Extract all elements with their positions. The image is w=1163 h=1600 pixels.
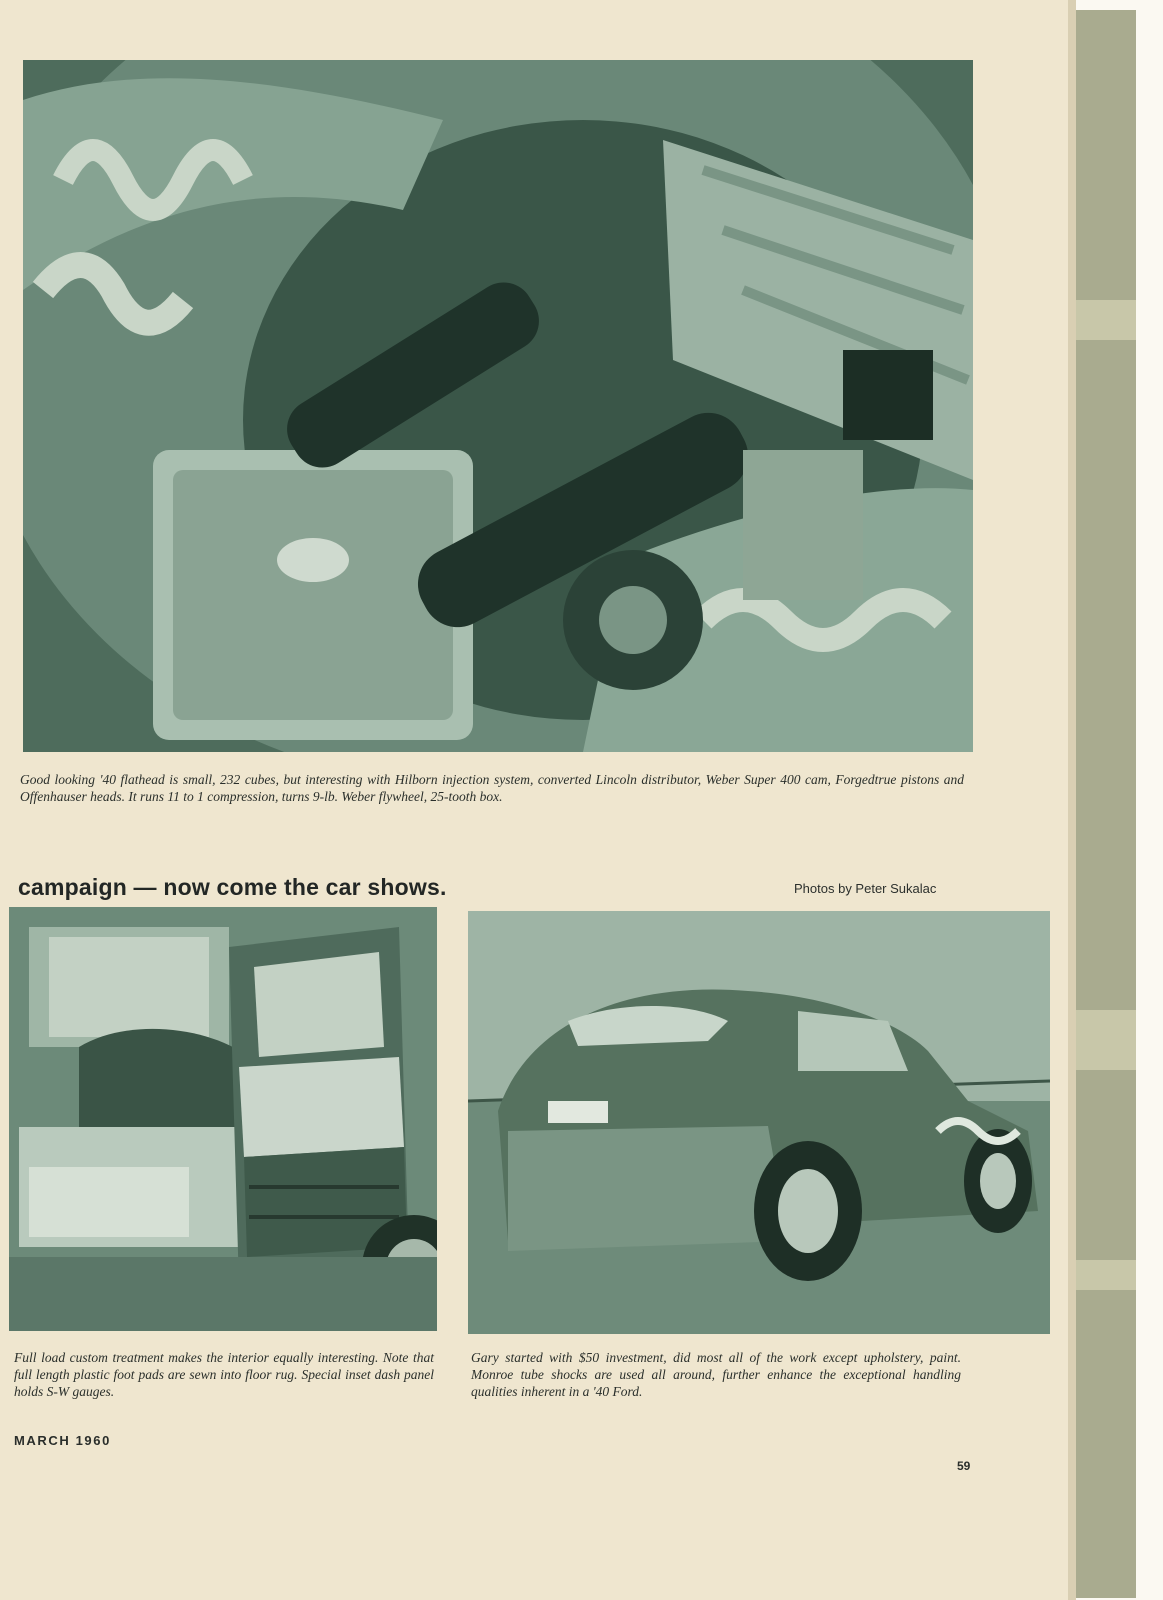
interior-photo [9,907,437,1331]
issue-date: MARCH 1960 [14,1433,111,1448]
interior-caption: Full load custom treatment makes the interior equally interesting. Note that full length plastic foot pads are sewn into floor rug. Special inset dash panel holds S-W gauges. [14,1350,434,1399]
adjacent-page-edge [1076,10,1136,1598]
page-number: 59 [957,1459,971,1473]
page-binding-edge [1068,0,1076,1600]
photo-credit: Photos by Peter Sukalac [794,881,937,896]
rear-car-caption: Gary started with $50 investment, did most all of the work except upholstery, paint. Monroe tube shocks are used all around, further enhance the exceptional handling qualities inherent in a '40 Ford. [471,1350,961,1399]
headline: campaign — now come the car shows. [18,874,447,900]
engine-caption: Good looking '40 flathead is small, 232 cubes, but interesting with Hilborn injection system, converted Lincoln distributor, Weber Super 400 cam, Forgedtrue pistons and Offenhauser heads. It runs 11 to 1 compression, turns 9-lb. Weber flywheel, 25-tooth box. [20,772,964,804]
engine-photo [23,60,973,752]
rear-car-photo [468,911,1050,1334]
